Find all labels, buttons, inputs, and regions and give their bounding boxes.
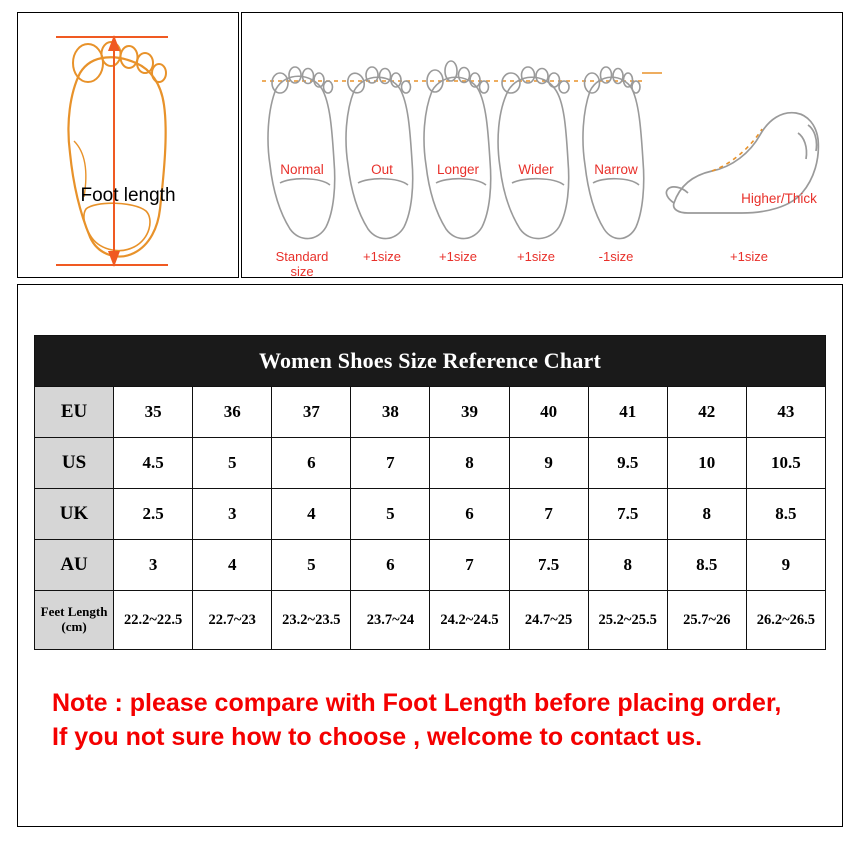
foot-type-label-wider: Wider <box>518 162 554 177</box>
foot-type-label-out: Out <box>371 162 393 177</box>
row-header-uk: UK <box>35 489 114 540</box>
row-header-au: AU <box>35 540 114 591</box>
foot-adjust-normal: Standard size <box>275 249 329 279</box>
cell-au-2: 5 <box>272 540 351 591</box>
table-row <box>35 591 826 650</box>
cell-au-1: 4 <box>193 540 272 591</box>
note-line-2: If you not sure how to choose , welcome to contact us. <box>52 722 703 751</box>
foot-adjust-longer: +1size <box>439 249 477 264</box>
foot-type-label-narrow: Narrow <box>594 162 638 177</box>
cell-us-2: 6 <box>272 438 351 489</box>
cell-feet-4: 24.2~24.5 <box>430 591 509 650</box>
cell-feet-0: 22.2~22.5 <box>114 591 193 650</box>
illustration-band <box>17 12 843 278</box>
foot-adjust-narrow: -1size <box>598 249 634 264</box>
cell-us-0: 4.5 <box>114 438 193 489</box>
cell-us-3: 7 <box>351 438 430 489</box>
cell-us-5: 9 <box>509 438 588 489</box>
foot-type-label-higher-thick: Higher/Thick <box>741 191 817 206</box>
cell-uk-0: 2.5 <box>114 489 193 540</box>
foot-type-label-normal: Normal <box>280 162 324 177</box>
size-table <box>34 335 826 650</box>
cell-uk-8: 8.5 <box>746 489 825 540</box>
cell-eu-7: 42 <box>667 387 746 438</box>
cell-eu-6: 41 <box>588 387 667 438</box>
cell-eu-4: 39 <box>430 387 509 438</box>
note-block <box>52 687 842 755</box>
foot-outline-icon <box>18 13 238 277</box>
cell-au-5: 7.5 <box>509 540 588 591</box>
foot-length-panel <box>17 12 239 278</box>
cell-uk-5: 7 <box>509 489 588 540</box>
cell-eu-3: 38 <box>351 387 430 438</box>
cell-feet-3: 23.7~24 <box>351 591 430 650</box>
cell-us-7: 10 <box>667 438 746 489</box>
cell-au-4: 7 <box>430 540 509 591</box>
cell-feet-5: 24.7~25 <box>509 591 588 650</box>
row-header-eu: EU <box>35 387 114 438</box>
cell-us-1: 5 <box>193 438 272 489</box>
foot-adjust-higher-thick: +1size <box>730 249 768 264</box>
foot-length-label: Foot length <box>80 185 176 206</box>
cell-au-8: 9 <box>746 540 825 591</box>
cell-au-0: 3 <box>114 540 193 591</box>
cell-us-4: 8 <box>430 438 509 489</box>
foot-types-illustration <box>242 13 842 277</box>
cell-uk-4: 6 <box>430 489 509 540</box>
size-table-panel <box>17 284 843 827</box>
cell-uk-6: 7.5 <box>588 489 667 540</box>
cell-feet-7: 25.7~26 <box>667 591 746 650</box>
table-title-row <box>35 336 826 387</box>
cell-us-6: 9.5 <box>588 438 667 489</box>
cell-au-7: 8.5 <box>667 540 746 591</box>
row-header-feet-length: Feet Length (cm) <box>35 591 114 650</box>
table-title: Women Shoes Size Reference Chart <box>35 336 826 387</box>
cell-uk-3: 5 <box>351 489 430 540</box>
cell-feet-2: 23.2~23.5 <box>272 591 351 650</box>
cell-eu-8: 43 <box>746 387 825 438</box>
cell-eu-5: 40 <box>509 387 588 438</box>
cell-eu-1: 36 <box>193 387 272 438</box>
cell-feet-1: 22.7~23 <box>193 591 272 650</box>
cell-uk-1: 3 <box>193 489 272 540</box>
cell-uk-2: 4 <box>272 489 351 540</box>
cell-feet-8: 26.2~26.5 <box>746 591 825 650</box>
cell-eu-0: 35 <box>114 387 193 438</box>
cell-feet-6: 25.2~25.5 <box>588 591 667 650</box>
row-header-us: US <box>35 438 114 489</box>
note-line-1: Note : please compare with Foot Length before placing order, <box>52 689 782 717</box>
table-row <box>35 438 826 489</box>
cell-eu-2: 37 <box>272 387 351 438</box>
foot-type-label-longer: Longer <box>436 162 480 177</box>
cell-au-3: 6 <box>351 540 430 591</box>
cell-au-6: 8 <box>588 540 667 591</box>
table-row <box>35 387 826 438</box>
foot-types-panel <box>241 12 843 278</box>
cell-us-8: 10.5 <box>746 438 825 489</box>
cell-uk-7: 8 <box>667 489 746 540</box>
table-row <box>35 489 826 540</box>
foot-adjust-wider: +1size <box>517 249 555 264</box>
table-row <box>35 540 826 591</box>
foot-adjust-out: +1size <box>363 249 401 264</box>
